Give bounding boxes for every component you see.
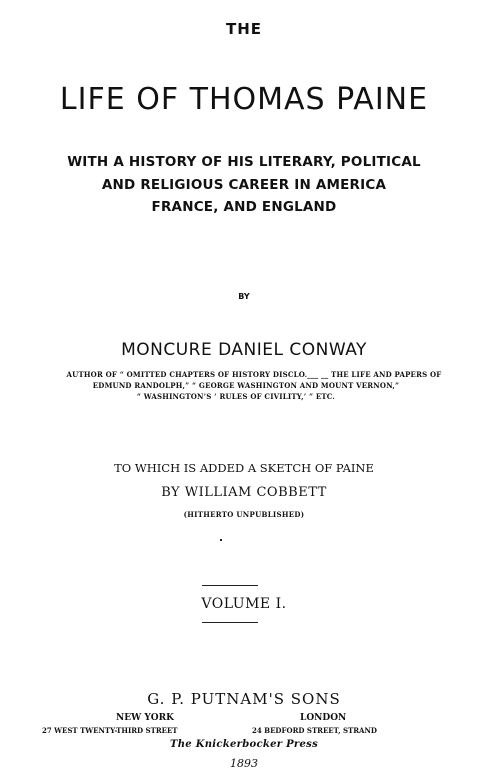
publication-year: 1893 [230, 757, 258, 770]
unpublished-note: (HITHERTO UNPUBLISHED) [183, 510, 305, 519]
address-new-york: 27 WEST TWENTY-THIRD STREET [42, 726, 178, 735]
volume-label: VOLUME I. [201, 596, 287, 612]
by-label: BY [238, 292, 250, 301]
book-title: LIFE OF THOMAS PAINE [59, 82, 429, 117]
press-name: The Knickerbocker Press [169, 739, 319, 750]
author-credits-line-3: “ WASHINGTON’S ‘ RULES OF CIVILITY,’ ” ETC. [136, 392, 336, 401]
author-credits-line-1: AUTHOR OF “ OMITTED CHAPTERS OF HISTORY DISCLO.___ __ THE LIFE AND PAPERS OF [66, 370, 442, 379]
volume-rule-top [202, 585, 258, 586]
title-article: THE [225, 20, 263, 38]
publisher-name: G. P. PUTNAM'S SONS [147, 690, 341, 708]
subtitle-line-2: AND RELIGIOUS CAREER IN AMERICA [101, 177, 387, 193]
ornament-dot [220, 539, 222, 541]
city-london: LONDON [300, 713, 347, 723]
subtitle-line-3: FRANCE, AND ENGLAND [151, 199, 337, 215]
author-name: MONCURE DANIEL CONWAY [121, 340, 367, 360]
author-credits-line-2: EDMUND RANDOLPH,” “ GEORGE WASHINGTON AND MOUNT VERNON,” [92, 381, 400, 390]
address-london: 24 BEDFORD STREET, STRAND [252, 726, 377, 735]
added-sketch-line: TO WHICH IS ADDED A SKETCH OF PAINE [114, 461, 374, 475]
volume-rule-bottom [202, 622, 258, 623]
city-new-york: NEW YORK [116, 713, 174, 723]
subtitle-line-1: WITH A HISTORY OF HIS LITERARY, POLITICAL [67, 154, 421, 170]
added-sketch-author: BY WILLIAM COBBETT [161, 485, 327, 500]
